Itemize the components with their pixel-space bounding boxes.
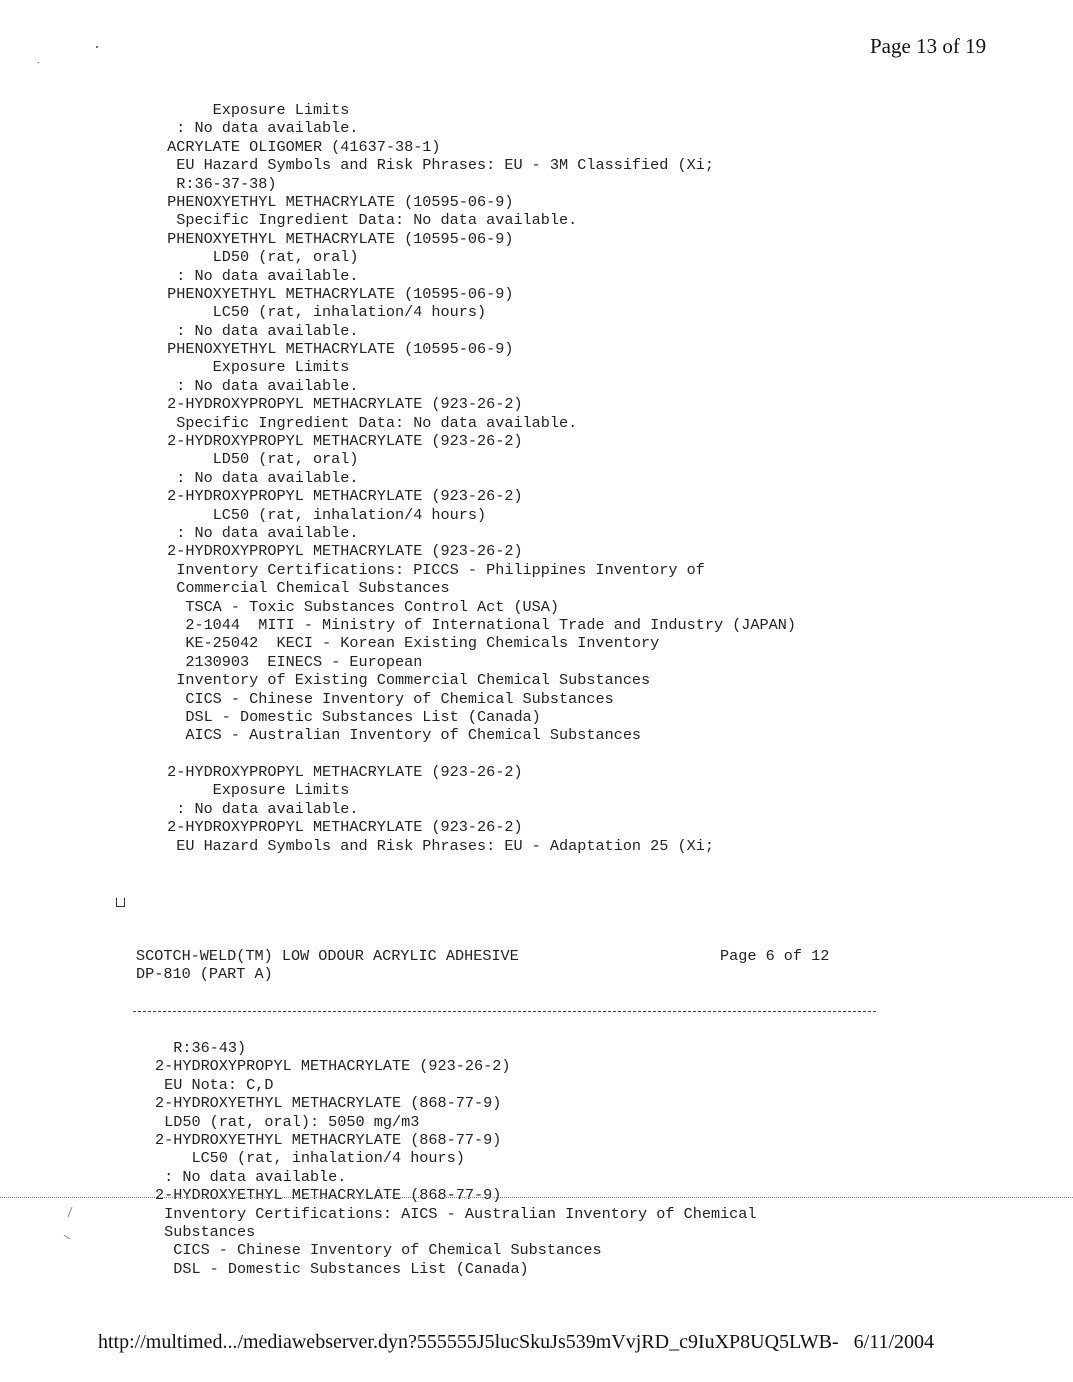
section-line: EU Hazard Symbols and Risk Phrases: EU - Adaptation 25 (Xi; [158,836,714,855]
continuation-line: R:36-43) [155,1039,247,1057]
section-line: : No data available. [158,119,359,138]
section-line: : No data available. [158,266,359,285]
continuation-line: Inventory Certifications: AICS - Australian Inventory of Chemical [155,1204,757,1223]
section-line: PHENOXYETHYL METHACRYLATE (10595-06-9) [158,284,514,303]
section-line: TSCA - Toxic Substances Control Act (USA) [158,597,560,616]
continuation-line: LC50 (rat, inhalation/4 hours) [155,1149,465,1168]
section-line: Specific Ingredient Data: No data available. [158,211,578,230]
continuation-line: 2-HYDROXYETHYL METHACRYLATE (868-77-9) [155,1186,502,1205]
section-line: : No data available. [158,468,359,487]
section-line: Exposure Limits [158,358,350,377]
section-line: 2-HYDROXYPROPYL METHACRYLATE (923-26-2) [158,542,523,561]
continuation-line: LD50 (rat, oral): 5050 mg/m3 [155,1112,420,1131]
section-line: LC50 (rat, inhalation/4 hours) [158,303,487,322]
section-line: Exposure Limits [158,781,350,800]
section-line: LD50 (rat, oral) [158,450,359,469]
continuation-line: CICS - Chinese Inventory of Chemical Substances [155,1241,602,1260]
section-line: ACRYLATE OLIGOMER (41637-38-1) [158,137,441,156]
continuation-line: Substances [155,1222,256,1241]
scan-speck [38,62,39,63]
continuation-line: 2-HYDROXYPROPYL METHACRYLATE (923-26-2) [155,1057,511,1076]
section-line: 2-HYDROXYPROPYL METHACRYLATE (923-26-2) [158,395,523,414]
header-title-line1: SCOTCH-WELD(TM) LOW ODOUR ACRYLIC ADHESIVE [136,947,519,965]
section-line: 2130903 EINECS - European [158,652,423,671]
dashed-divider [133,1011,876,1012]
continuation-line: : No data available. [155,1167,347,1186]
section-line: PHENOXYETHYL METHACRYLATE (10595-06-9) [158,192,514,211]
page-number: Page 13 of 19 [870,34,987,58]
section-line: : No data available. [158,376,359,395]
section-line: R:36-37-38) [158,174,277,193]
checkbox-mark [116,898,125,907]
section-line: : No data available. [158,799,359,818]
section-line: EU Hazard Symbols and Risk Phrases: EU - 3M Classified (Xi; [158,156,714,175]
section-line: KE-25042 KECI - Korean Existing Chemicals Inventory [158,634,660,653]
header-page-number: Page 6 of 12 [720,947,830,965]
section-line: 2-HYDROXYPROPYL METHACRYLATE (923-26-2) [158,763,523,782]
scan-marks [58,1205,78,1245]
continuation-line: 2-HYDROXYETHYL METHACRYLATE (868-77-9) [155,1130,502,1149]
section-line: DSL - Domestic Substances List (Canada) [158,707,541,726]
msds-section-text [158,101,796,855]
section-line: PHENOXYETHYL METHACRYLATE (10595-06-9) [158,229,514,248]
section-line: Inventory Certifications: PICCS - Philippines Inventory of [158,560,705,579]
section-line: LD50 (rat, oral) [158,248,359,267]
section-line: : No data available. [158,321,359,340]
section-line: 2-HYDROXYPROPYL METHACRYLATE (923-26-2) [158,432,523,451]
section-line: Specific Ingredient Data: No data available. [158,413,578,432]
scan-speck [96,46,98,48]
scan-fold-line [0,1197,1073,1198]
section-line [158,745,796,763]
section-line: 2-HYDROXYPROPYL METHACRYLATE (923-26-2) [158,487,523,506]
continuation-line: 2-HYDROXYETHYL METHACRYLATE (868-77-9) [155,1094,502,1113]
section-line: : No data available. [158,523,359,542]
continuation-line: DSL - Domestic Substances List (Canada) [155,1259,529,1278]
section-line: AICS - Australian Inventory of Chemical Substances [158,726,642,745]
section-line: 2-1044 MITI - Ministry of International Trade and Industry (JAPAN) [158,615,796,634]
header-title-line2: DP-810 (PART A) [136,965,273,984]
footer-url: http://multimed.../mediawebserver.dyn?555555J5lucSkuJs539mVvjRD_c9IuXP8UQ5LWB- 6/11/2004 [98,1331,935,1353]
msds-continuation-text [155,1039,757,1278]
section-line: Exposure Limits [158,101,350,119]
section-line: LC50 (rat, inhalation/4 hours) [158,505,487,524]
section-line: PHENOXYETHYL METHACRYLATE (10595-06-9) [158,340,514,359]
section-line: Inventory of Existing Commercial Chemical Substances [158,671,651,690]
document-header [136,947,519,984]
section-line: CICS - Chinese Inventory of Chemical Substances [158,689,614,708]
continuation-line: EU Nota: C,D [155,1075,274,1094]
section-line: Commercial Chemical Substances [158,579,450,598]
section-line: 2-HYDROXYPROPYL METHACRYLATE (923-26-2) [158,818,523,837]
